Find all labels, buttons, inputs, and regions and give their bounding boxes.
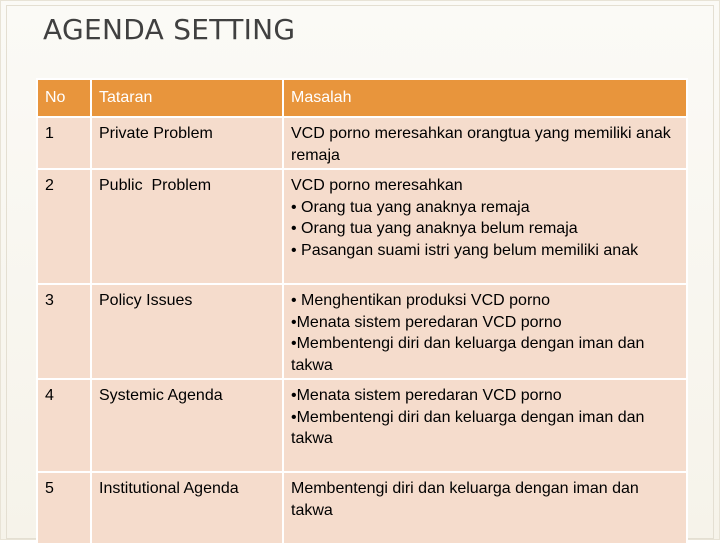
masalah-line: • Orang tua yang anaknya belum remaja (291, 220, 578, 237)
header-tataran: Tataran (91, 79, 283, 117)
cell-tataran: Policy Issues (91, 284, 283, 379)
masalah-line: •Menata sistem peredaran VCD porno (291, 313, 562, 331)
cell-no: 3 (37, 284, 91, 379)
cell-no: 5 (37, 472, 91, 544)
cell-tataran: Institutional Agenda (91, 472, 283, 544)
cell-masalah (283, 117, 687, 169)
masalah-line: •Menata sistem peredaran VCD porno (291, 387, 562, 404)
cell-tataran: Private Problem (91, 117, 283, 169)
table-row (37, 117, 687, 169)
cell-tataran: Systemic Agenda (91, 379, 283, 472)
table-row (37, 472, 687, 544)
slide-title: AGENDA SETTING (43, 13, 296, 46)
masalah-line: Membentengi diri dan keluarga dengan iman dan takwa (291, 480, 639, 519)
header-masalah: Masalah (283, 79, 687, 117)
cell-masalah (283, 169, 687, 284)
cell-masalah (283, 379, 687, 472)
cell-masalah (283, 284, 687, 379)
cell-no: 4 (37, 379, 91, 472)
masalah-line: •Membentengi diri dan keluarga dengan iman dan takwa (291, 408, 645, 447)
cell-masalah (283, 472, 687, 544)
cell-no: 2 (37, 169, 91, 284)
masalah-line: •Membentengi diri dan keluarga dengan iman dan takwa (291, 335, 645, 374)
masalah-line: • Pasangan suami istri yang belum memiliki anak (291, 241, 639, 259)
cell-tataran: Public Problem (91, 169, 283, 284)
masalah-line: VCD porno meresahkan (291, 177, 463, 194)
table-row (37, 169, 687, 284)
table-header-row (37, 79, 687, 117)
cell-no: 1 (37, 117, 91, 169)
table-row (37, 284, 687, 379)
table-row (37, 379, 687, 472)
masalah-line: • Orang tua yang anaknya remaja (291, 198, 530, 216)
masalah-line: • Menghentikan produksi VCD porno (291, 292, 551, 309)
header-no: No (37, 79, 91, 117)
masalah-line: VCD porno meresahkan orangtua yang memiliki anak remaja (291, 125, 671, 164)
agenda-table (36, 78, 688, 545)
